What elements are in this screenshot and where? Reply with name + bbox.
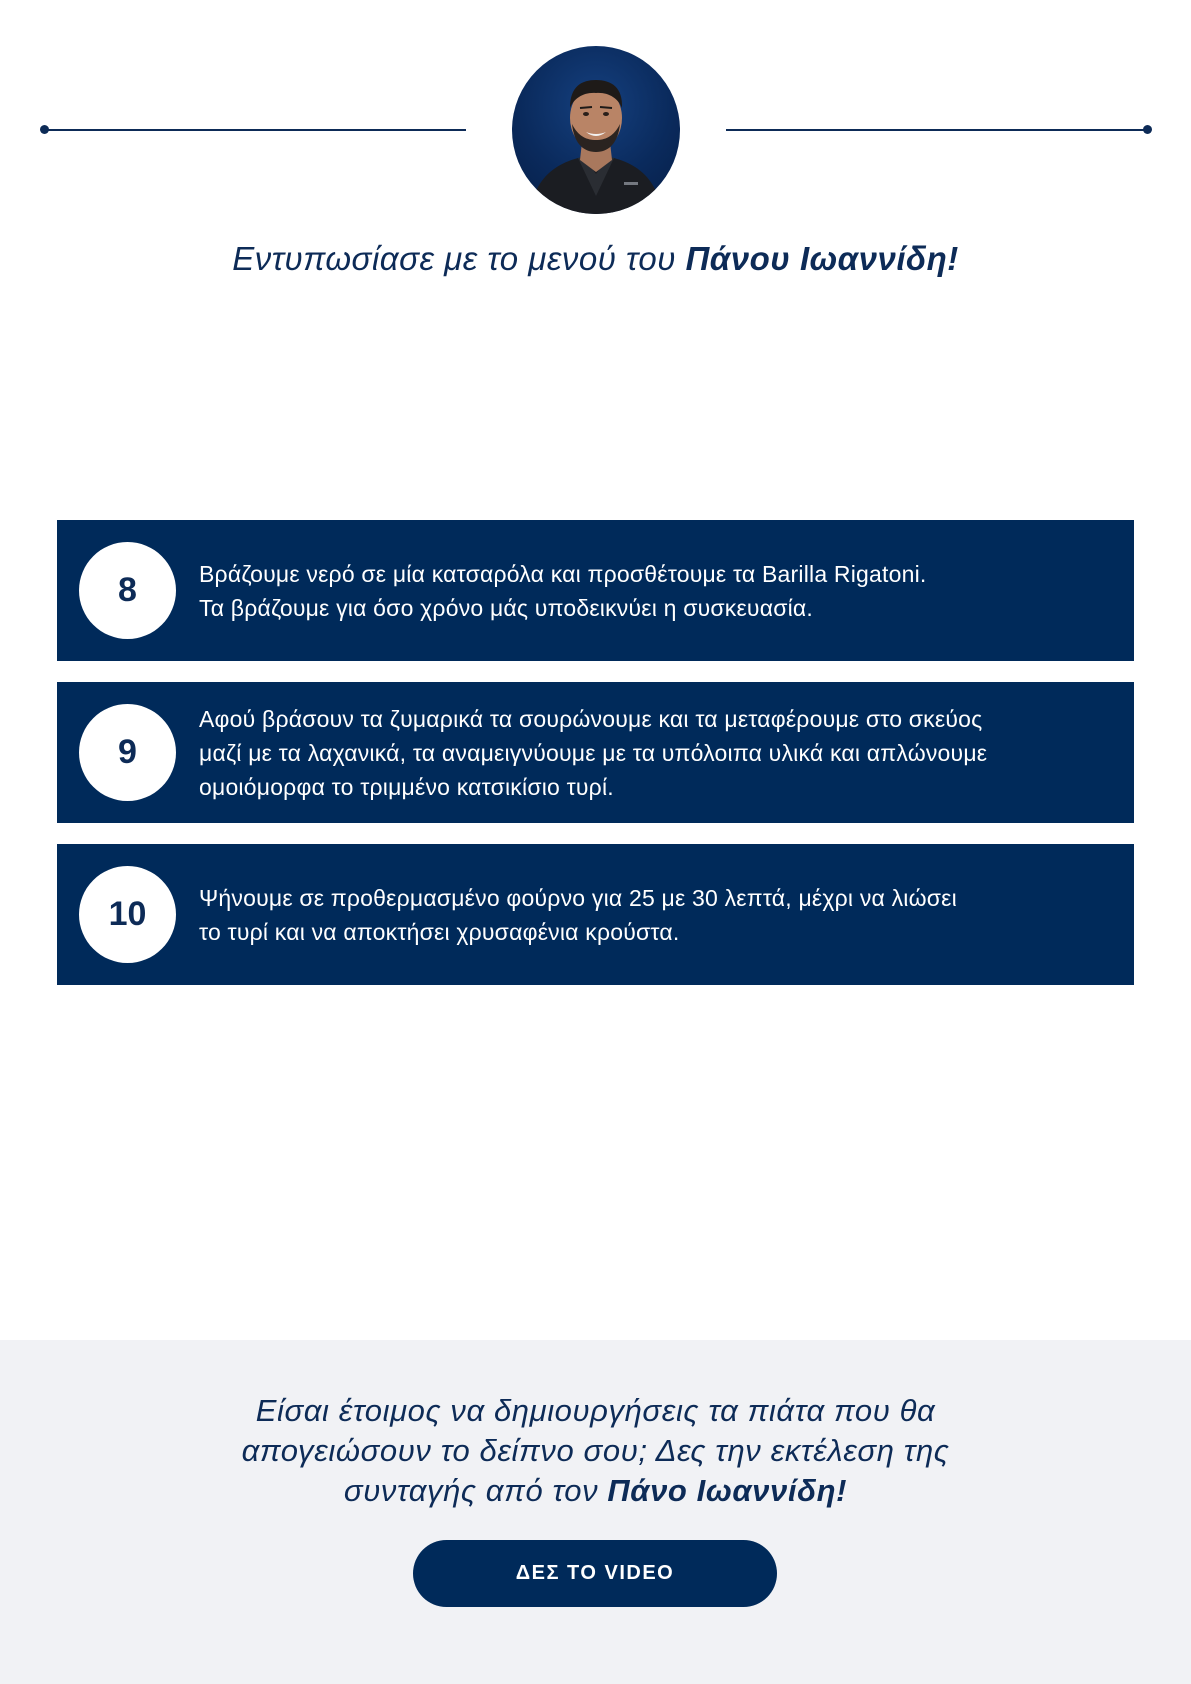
chef-portrait-icon bbox=[512, 46, 680, 214]
header-divider-left bbox=[44, 129, 466, 131]
recipe-step-10 bbox=[57, 844, 1134, 985]
watch-video-button[interactable]: ΔΕΣ ΤΟ VIDEO bbox=[413, 1540, 777, 1607]
step-text-line: μαζί με τα λαχανικά, τα αναμειγνύουμε με τα υπόλοιπα υλικά και απλώνουμε bbox=[199, 739, 988, 766]
step-text-line: Τα βράζουμε για όσο χρόνο μάς υποδεικνύει η συσκευασία. bbox=[199, 594, 813, 621]
cta-text-line bbox=[150, 1471, 1041, 1511]
recipe-step-9 bbox=[57, 682, 1134, 823]
step-text-line: Αφού βράσουν τα ζυμαρικά τα σουρώνουμε και τα μεταφέρουμε στο σκεύος bbox=[199, 705, 983, 732]
step-description bbox=[199, 702, 1098, 804]
header-line-dot-right bbox=[1143, 125, 1152, 134]
cta-text-line: Είσαι έτοιμος να δημιουργήσεις τα πιάτα που θα bbox=[255, 1393, 936, 1428]
step-number-badge: 9 bbox=[79, 704, 176, 801]
step-text-line: ομοιόμορφα το τριμμένο κατσικίσιο τυρί. bbox=[199, 773, 614, 800]
step-number-badge: 8 bbox=[79, 542, 176, 639]
recipe-step-8 bbox=[57, 520, 1134, 661]
step-description bbox=[199, 881, 1098, 949]
step-description bbox=[199, 557, 1098, 625]
header-divider-right bbox=[726, 129, 1147, 131]
cta-text-prefix: συνταγής από τον bbox=[343, 1473, 608, 1508]
chef-avatar bbox=[512, 46, 680, 214]
step-text-line: Βράζουμε νερό σε μία κατσαρόλα και προσθέτουμε τα Barilla Rigatoni. bbox=[199, 560, 927, 587]
video-cta-text bbox=[150, 1391, 1041, 1511]
page-headline bbox=[0, 240, 1191, 278]
headline-prefix: Εντυπωσίασε με το μενού του bbox=[232, 240, 686, 277]
cta-chef-name: Πάνο Ιωαννίδη! bbox=[607, 1473, 848, 1508]
video-cta-section bbox=[0, 1340, 1191, 1684]
step-text-line: το τυρί και να αποκτήσει χρυσαφένια κρούστα. bbox=[199, 918, 680, 945]
cta-text-line: απογειώσουν το δείπνο σου; Δες την εκτέλεση της bbox=[241, 1433, 950, 1468]
step-text-line: Ψήνουμε σε προθερμασμένο φούρνο για 25 με 30 λεπτά, μέχρι να λιώσει bbox=[199, 884, 957, 911]
headline-chef-name: Πάνου Ιωαννίδη! bbox=[685, 240, 959, 277]
step-number-badge: 10 bbox=[79, 866, 176, 963]
